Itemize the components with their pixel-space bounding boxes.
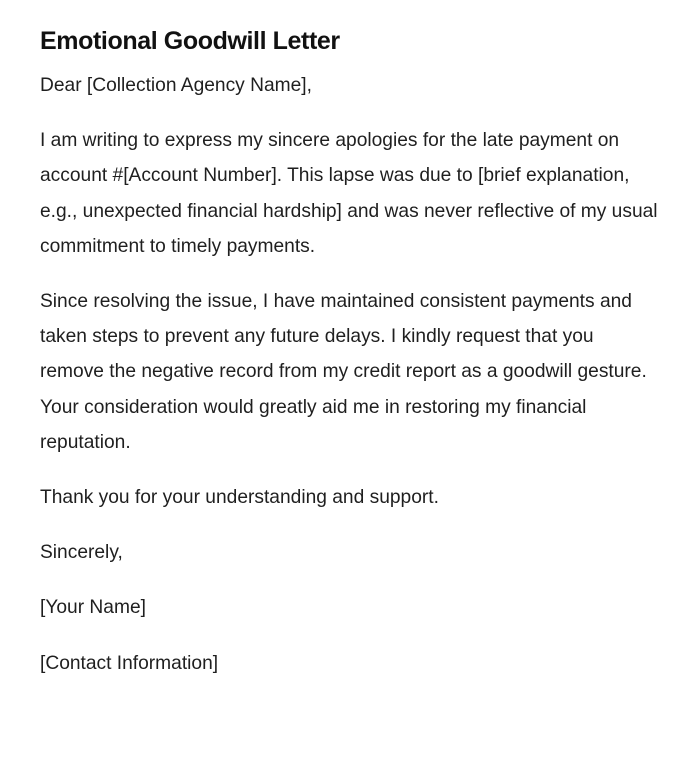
sender-contact: [Contact Information]: [40, 652, 219, 674]
letter-title: Emotional Goodwill Letter: [40, 27, 340, 55]
letter-document: [40, 24, 660, 681]
body-paragraph-2: Since resolving the issue, I have maintained consistent payments and taken steps to prevent any future delays. I kindly request that you remove the negative record from my credit report as a goodwill gesture. Your consideration would greatly aid me in restoring my financial reputation.: [40, 291, 647, 453]
closing-line: Sincerely,: [40, 542, 123, 564]
salutation: Dear [Collection Agency Name],: [40, 75, 312, 96]
body-paragraph-3: Thank you for your understanding and support.: [40, 487, 439, 509]
body-paragraph-1: I am writing to express my sincere apologies for the late payment on account #[Account Number]. This lapse was due to [brief explanation, e.g., unexpected financial hardship] and was never reflective of my usual commitment to timely payments.: [40, 130, 658, 257]
sender-name: [Your Name]: [40, 597, 146, 619]
